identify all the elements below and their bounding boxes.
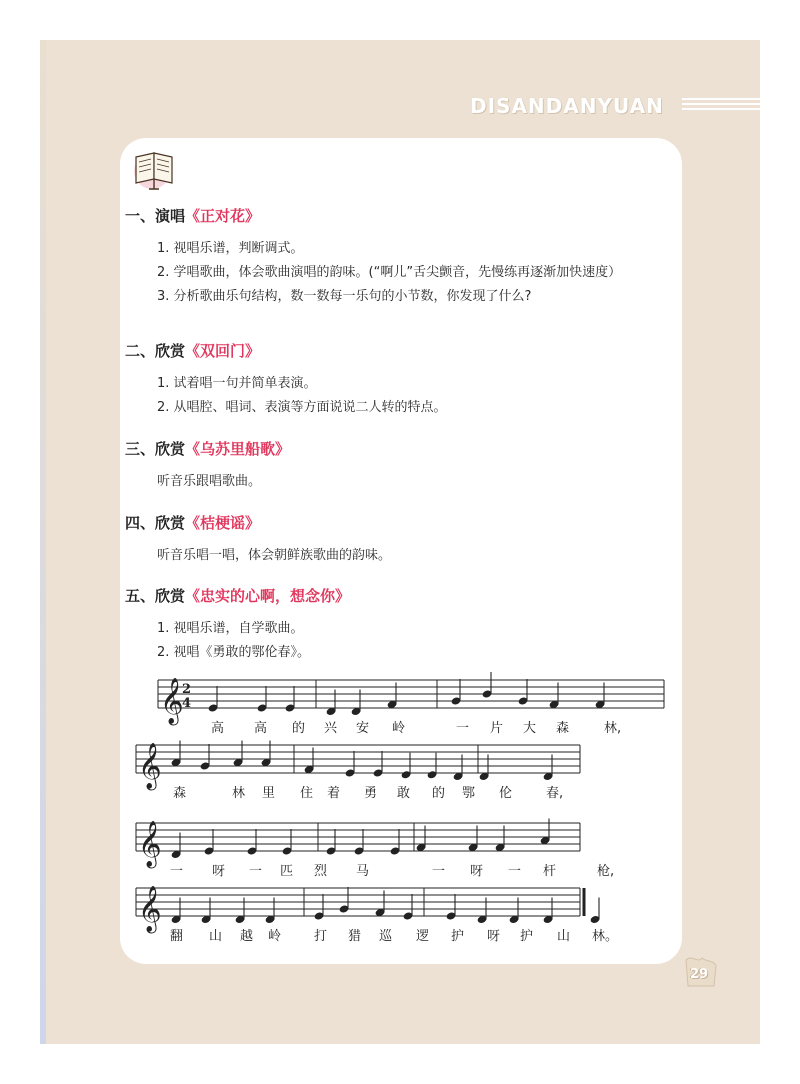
section-1-title: 一、演唱《正对花》 bbox=[125, 207, 261, 225]
lyric-syllable: 马 bbox=[356, 864, 370, 879]
lyric-syllable: 护 bbox=[451, 929, 465, 944]
section-1-item-1: 1. 视唱乐谱，判断调式。 bbox=[157, 241, 304, 256]
lyric-syllable: 林, bbox=[604, 721, 622, 736]
lyric-syllable: 林。 bbox=[592, 929, 619, 944]
lyric-syllable: 春, bbox=[546, 786, 564, 801]
lyric-syllable: 鄂 bbox=[462, 786, 476, 801]
lyric-syllable: 着 bbox=[327, 786, 341, 801]
lyric-syllable: 片 bbox=[490, 721, 504, 736]
lyric-syllable: 护 bbox=[520, 929, 534, 944]
section-4-title: 四、欣赏《桔梗谣》 bbox=[125, 514, 261, 532]
lyric-syllable: 的 bbox=[292, 721, 306, 736]
treble-clef: 𝄞 bbox=[160, 678, 184, 724]
lyric-syllable: 的 bbox=[432, 786, 446, 801]
section-2-item-1: 1. 试着唱一句并简单表演。 bbox=[157, 376, 317, 391]
section-5-item-2: 2. 视唱《勇敢的鄂伦春》。 bbox=[157, 645, 311, 660]
section-3-title: 三、欣赏《乌苏里船歌》 bbox=[125, 440, 291, 458]
lyric-syllable: 枪, bbox=[597, 864, 615, 879]
lyric-syllable: 森 bbox=[556, 721, 570, 736]
time-signature-bottom: 4 bbox=[182, 696, 192, 711]
lyric-syllable: 大 bbox=[523, 721, 537, 736]
treble-clef: 𝄞 bbox=[138, 743, 162, 789]
lyric-syllable: 呀 bbox=[487, 929, 501, 944]
lyric-syllable: 一 bbox=[432, 864, 446, 879]
section-3-item-1: 听音乐跟唱歌曲。 bbox=[157, 474, 262, 489]
lyric-syllable: 一 bbox=[249, 864, 263, 879]
lyric-syllable: 打 bbox=[314, 929, 328, 944]
lyric-syllable: 猎 bbox=[348, 929, 362, 944]
lyric-syllable: 越 bbox=[240, 929, 254, 944]
lyric-syllable: 高 bbox=[254, 721, 268, 736]
lyric-syllable: 勇 bbox=[364, 786, 378, 801]
section-2-item-2: 2. 从唱腔、唱词、表演等方面说说二人转的特点。 bbox=[157, 400, 447, 415]
section-1-item-3: 3. 分析歌曲乐句结构，数一数每一乐句的小节数，你发现了什么? bbox=[157, 289, 532, 304]
section-5-title: 五、欣赏《忠实的心啊，想念你》 bbox=[125, 587, 351, 605]
lyric-syllable: 逻 bbox=[416, 929, 430, 944]
lyric-syllable: 兴 bbox=[324, 721, 338, 736]
lyric-syllable: 匹 bbox=[280, 864, 294, 879]
treble-clef: 𝄞 bbox=[138, 821, 162, 867]
section-5-item-1: 1. 视唱乐谱，自学歌曲。 bbox=[157, 621, 304, 636]
lyric-syllable: 一 bbox=[456, 721, 470, 736]
section-2-title: 二、欣赏《双回门》 bbox=[125, 342, 261, 360]
unit-header: DISANDANYUAN bbox=[470, 94, 664, 118]
lyric-syllable: 翻 bbox=[170, 929, 184, 944]
lyric-syllable: 里 bbox=[262, 786, 276, 801]
lyric-syllable: 呀 bbox=[470, 864, 484, 879]
lyric-syllable: 岭 bbox=[268, 929, 282, 944]
lyric-syllable: 敢 bbox=[397, 786, 411, 801]
lyric-syllable: 一 bbox=[508, 864, 522, 879]
lyric-syllable: 山 bbox=[209, 929, 223, 944]
lyric-syllable: 呀 bbox=[212, 864, 226, 879]
lyric-syllable: 高 bbox=[211, 721, 225, 736]
lyric-syllable: 杆 bbox=[543, 864, 557, 879]
section-4-item-1: 听音乐唱一唱，体会朝鲜族歌曲的韵味。 bbox=[157, 548, 392, 563]
lyric-syllable: 林 bbox=[232, 786, 246, 801]
lyric-syllable: 岭 bbox=[392, 721, 406, 736]
treble-clef: 𝄞 bbox=[138, 886, 162, 932]
time-signature-top: 2 bbox=[182, 682, 192, 697]
lyric-syllable: 一 bbox=[170, 864, 184, 879]
lyric-syllable: 安 bbox=[356, 721, 370, 736]
lyric-syllable: 烈 bbox=[314, 864, 328, 879]
lyric-syllable: 巡 bbox=[379, 929, 393, 944]
section-1-item-2: 2. 学唱歌曲，体会歌曲演唱的韵味。(“啊儿”舌尖颤音，先慢练再逐渐加快速度） bbox=[157, 265, 622, 280]
lyric-syllable: 山 bbox=[557, 929, 571, 944]
lyric-syllable: 住 bbox=[300, 786, 314, 801]
page-number: 29 bbox=[690, 967, 709, 982]
lyric-syllable: 伦 bbox=[499, 786, 513, 801]
lyric-syllable: 森 bbox=[173, 786, 187, 801]
